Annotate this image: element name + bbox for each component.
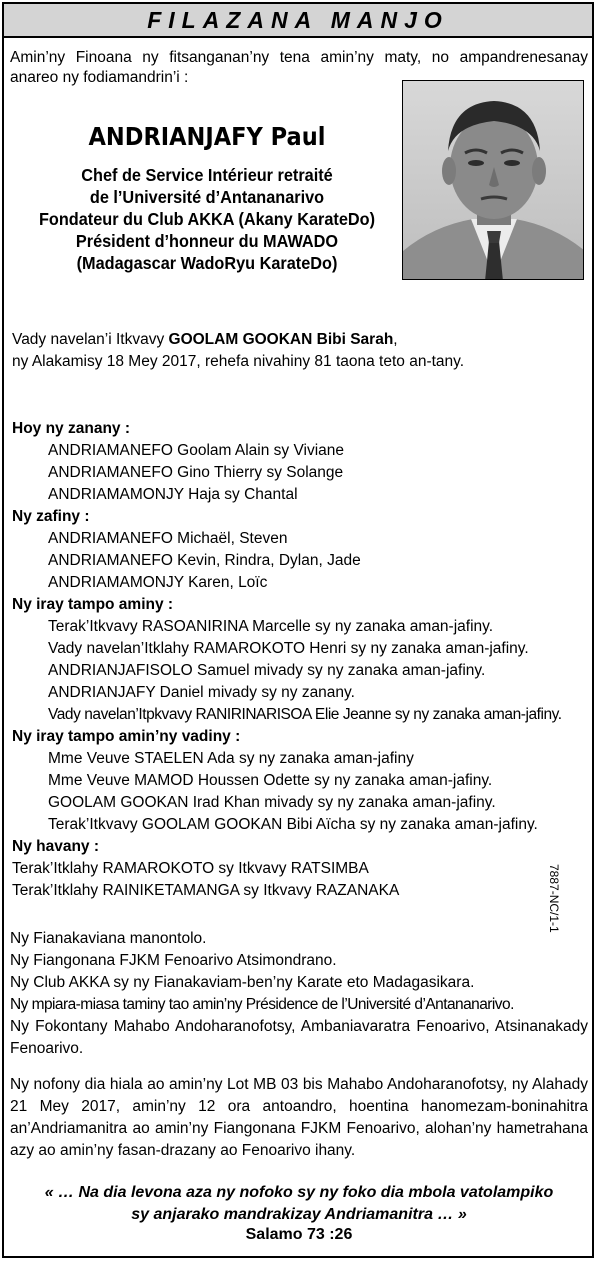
reference-code: 7887-NC/1-1 [547,864,561,933]
spouse-block [12,329,464,373]
siblings-label: Ny iray tampo aminy : [12,596,174,613]
list-item: Vady navelan’Itklahy RAMAROKOTO Henri sy ny zanaka aman-jafiny. [48,640,529,657]
grandchildren-label: Ny zafiny : [12,508,90,525]
list-item: ANDRIAMANEFO Gino Thierry sy Solange [48,464,344,481]
list-item: Terak’Itklahy RAINIKETAMANGA sy Itkvavy RAZANAKA [12,882,400,899]
notice-title: FILAZANA MANJO [147,6,449,33]
list-item: Vady navelan’Itpkvavy RANIRINARISOA Elie Jeanne sy ny zanaka aman-jafiny. [48,706,562,723]
title-line: Chef de Service Intérieur retraité [81,165,333,185]
inlaws-label: Ny iray tampo amin’ny vadiny : [12,728,241,745]
relatives-label: Ny havany : [12,838,100,855]
list-item: ANDRIAMANEFO Goolam Alain sy Viviane [48,442,345,459]
funeral-paragraph: Ny nofony dia hiala ao amin’ny Lot MB 03 bis Mahabo Andoharanofotsy, ny Alahady 21 Mey 2017, amin’ny 12 ora antoandro, hoentina hanomezam-boninahitra an’Andriamanitra ao amin’ny Fiangonana FJKM Fenoarivo, alohan’ny hametrahana azy ao amin’ny fasan-drazany ao Fenoarivo ihany. [10,1076,588,1159]
list-item: ANDRIANJAFISOLO Samuel mivady sy ny zanaka aman-jafiny. [48,662,486,679]
list-item: ANDRIANJAFY Daniel mivady sy ny zanany. [48,684,355,701]
verse-line: sy anjarako mandrakizay Andriamanitra … » [131,1206,467,1223]
list-item: ANDRIAMANEFO Kevin, Rindra, Dylan, Jade [48,552,361,569]
list-item: ANDRIAMANEFO Michaël, Steven [48,530,288,547]
list-item: Ny Fokontany Mahabo Andoharanofotsy, Ambaniavaratra Fenoarivo, Atsinanakady Fenoarivo. [10,1018,588,1057]
list-item: ANDRIAMAMONJY Haja sy Chantal [48,486,298,503]
verse-line: « … Na dia levona aza ny nofoko sy ny foko dia mbola vatolampiko [44,1184,554,1201]
spouse-prefix: Vady navelan’i Itkvavy [12,331,169,348]
family-list [12,418,562,902]
children-label: Hoy ny zanany : [12,420,130,437]
list-item: Ny mpiara-miasa taminy tao amin’ny Présidence de l’Université d’Antananarivo. [10,996,514,1013]
spouse-suffix: , [393,331,398,348]
title-line: Président d’honneur du MAWADO [75,231,339,251]
notice-frame [2,2,594,1258]
list-item: Terak’Itkvavy GOOLAM GOOKAN Bibi Aïcha sy ny zanaka aman-jafiny. [48,816,538,833]
death-date-line: ny Alakamisy 18 Mey 2017, rehefa nivahiny 81 taona teto an-tany. [12,353,465,370]
list-item: ANDRIAMAMONJY Karen, Loïc [48,574,268,591]
intro-text: Amin’ny Finoana ny fitsanganan’ny tena amin’ny maty, no ampandrenesanay anareo ny fodiamandrin’i : [10,49,588,86]
title-line: (Madagascar WadoRyu KarateDo) [76,253,338,273]
list-item: Terak’Itklahy RAMAROKOTO sy Itkvavy RATSIMBA [12,860,369,877]
list-item: GOOLAM GOOKAN Irad Khan mivady sy ny zanaka aman-jafiny. [48,794,496,811]
deceased-titles [12,164,402,274]
verse-reference: Salamo 73 :26 [245,1226,353,1243]
deceased-name: ANDRIANJAFY Paul [88,122,326,151]
deceased-photo [402,80,584,280]
notice-header [4,4,592,38]
list-item: Ny Fianakaviana manontolo. [10,930,207,947]
title-line: de l’Université d’Antananarivo [89,187,325,207]
spouse-name: GOOLAM GOOKAN Bibi Sarah [168,331,394,348]
list-item: Ny Fiangonana FJKM Fenoarivo Atsimondrano. [10,952,337,969]
groups-block [10,928,588,1060]
list-item: Ny Club AKKA sy ny Fianakaviam-ben’ny Karate eto Madagasikara. [10,974,475,991]
title-line: Fondateur du Club AKKA (Akany KarateDo) [38,209,376,229]
portrait-image [403,81,584,280]
list-item: Mme Veuve STAELEN Ada sy ny zanaka aman-jafiny [48,750,414,767]
bible-verse [10,1182,588,1226]
list-item: Terak’Itkvavy RASOANIRINA Marcelle sy ny zanaka aman-jafiny. [48,618,494,635]
list-item: Mme Veuve MAMOD Houssen Odette sy ny zanaka aman-jafiny. [48,772,493,789]
